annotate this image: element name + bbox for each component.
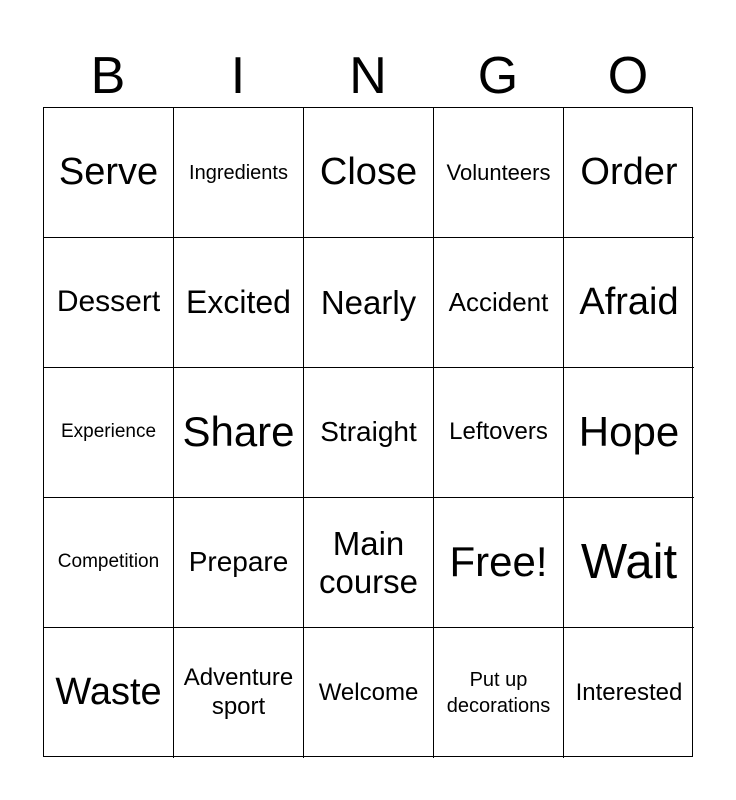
header-letter-g: G (477, 47, 519, 105)
cell-word: Hope (578, 408, 680, 456)
bingo-cell[interactable] (174, 108, 304, 238)
bingo-cell[interactable] (564, 368, 694, 498)
bingo-cell[interactable] (44, 498, 174, 628)
cell-word: Main course (318, 524, 419, 600)
bingo-board (43, 107, 693, 757)
cell-word: Adventure sport (183, 664, 294, 720)
cell-word: Competition (57, 551, 160, 573)
cell-word: Share (182, 408, 295, 456)
cell-word: Straight (320, 416, 417, 448)
cell-word: Leftovers (449, 418, 548, 446)
cell-word: Dessert (56, 285, 161, 319)
cell-word: Serve (58, 150, 159, 193)
cell-word: Volunteers (446, 159, 551, 185)
cell-word: Interested (575, 678, 683, 706)
cell-word: Order (580, 150, 678, 193)
bingo-cell[interactable] (44, 368, 174, 498)
bingo-cell[interactable] (44, 108, 174, 238)
bingo-cell[interactable] (304, 108, 434, 238)
cell-word: Prepare (188, 546, 289, 578)
header-letter-o: O (607, 47, 649, 105)
bingo-cell[interactable] (174, 368, 304, 498)
bingo-cell[interactable] (564, 108, 694, 238)
cell-word: Accident (448, 286, 549, 317)
bingo-cell[interactable] (434, 108, 564, 238)
bingo-cell[interactable] (44, 628, 174, 758)
bingo-cell[interactable] (304, 368, 434, 498)
bingo-cell[interactable] (434, 368, 564, 498)
cell-word: Experience (60, 421, 157, 443)
cell-word: Ingredients (189, 161, 288, 184)
cell-word: Nearly (320, 283, 417, 321)
bingo-cell[interactable] (304, 628, 434, 758)
bingo-cell[interactable] (44, 238, 174, 368)
bingo-cell[interactable] (434, 628, 564, 758)
bingo-header (43, 45, 693, 107)
cell-word: Waste (55, 671, 162, 714)
bingo-cell[interactable] (434, 238, 564, 368)
bingo-cell[interactable] (174, 498, 304, 628)
cell-word: Afraid (579, 280, 679, 323)
bingo-cell[interactable] (304, 238, 434, 368)
bingo-cell[interactable] (564, 498, 694, 628)
header-letter-i: I (230, 47, 246, 105)
cell-word: Excited (186, 284, 291, 321)
bingo-cell[interactable] (174, 238, 304, 368)
cell-word: Wait (580, 534, 678, 589)
bingo-cell[interactable] (434, 498, 564, 628)
bingo-cell[interactable] (564, 238, 694, 368)
cell-word: Put up decorations (446, 669, 551, 717)
cell-word: Welcome (318, 678, 419, 706)
bingo-cell[interactable] (564, 628, 694, 758)
bingo-cell[interactable] (174, 628, 304, 758)
header-letter-b: B (90, 47, 126, 105)
header-letter-n: N (349, 47, 387, 105)
cell-word: Free! (449, 538, 548, 586)
bingo-cell[interactable] (304, 498, 434, 628)
cell-word: Close (319, 150, 418, 193)
